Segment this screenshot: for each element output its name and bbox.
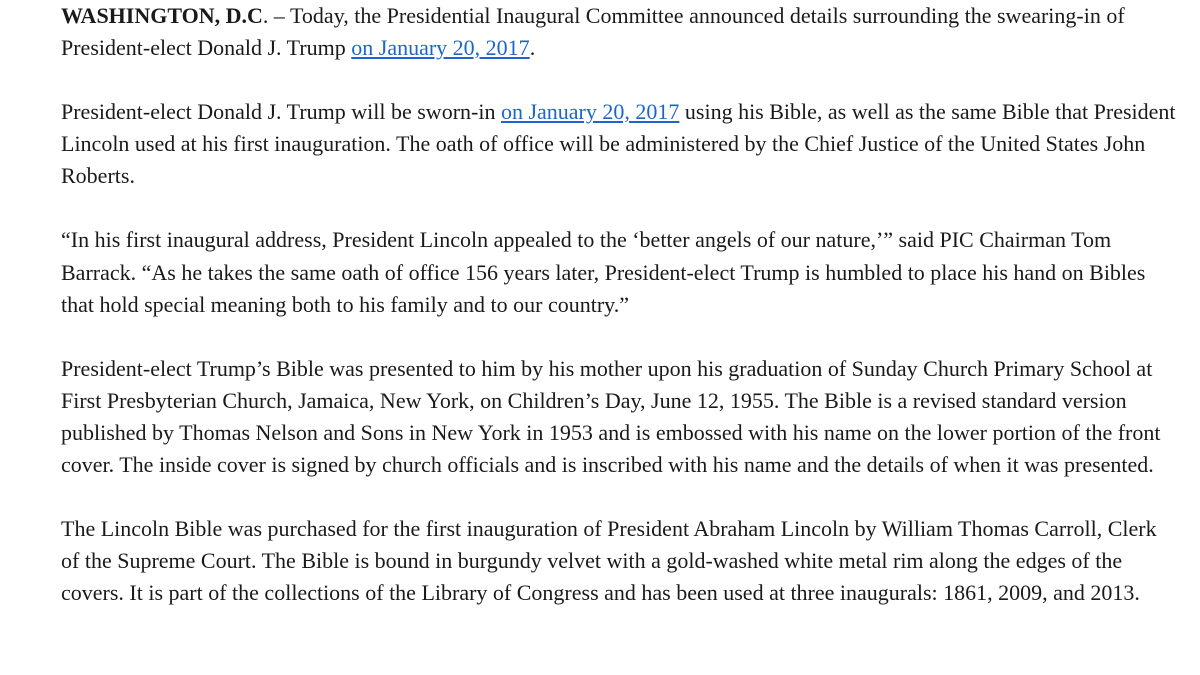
quote-text: “In his first inaugural address, President Lincoln appealed to the ‘better angels of our nature,’” said PIC Chairman Tom Barrack. “As he takes the same oath of office 156 years later, President-elect Trump is humbled to place his hand on Bibles that hold special meaning both to his family and to our country.”: [61, 227, 1146, 317]
paragraph-lincoln-bible: [61, 513, 1176, 609]
announcement-end: .: [529, 35, 536, 61]
paragraph-trump-bible: [61, 353, 1176, 481]
press-release: [61, 0, 1176, 641]
dateline: WASHINGTON, D.C: [61, 3, 263, 28]
lincoln-bible-text: The Lincoln Bible was purchased for the first inauguration of President Abraham Lincoln by William Thomas Carroll, Clerk of the Supreme Court. The Bible is bound in burgundy velvet with a gold-washed white metal rim along the edges of the covers. It is part of the collections of the Library of Congress and has been used at three inaugurals: 1861, 2009, and 2013.: [61, 516, 1157, 606]
announcement-text: . – Today, the Presidential Inaugural Committee announced details surrounding the swearing-in of President-elect Donald J. Trump: [61, 3, 1125, 61]
paragraph-announcement: [61, 0, 1176, 64]
date-link-2[interactable]: on January 20, 2017: [500, 99, 680, 125]
sworn-in-text-end: using his Bible, as well as the same Bible that President Lincoln used at his first inauguration. The oath of office will be administered by the Chief Justice of the United States John Roberts.: [61, 99, 1176, 189]
paragraph-quote: [61, 224, 1176, 320]
date-link[interactable]: on January 20, 2017: [351, 35, 530, 61]
trump-bible-text: President-elect Trump’s Bible was presented to him by his mother upon his graduation of Sunday Church Primary School at First Presbyterian Church, Jamaica, New York, on Children’s Day, June 12, 1955. The Bible is a revised standard version published by Thomas Nelson and Sons in New York in 1953 and is embossed with his name on the lower portion of the front cover. The inside cover is signed by church officials and is inscribed with his name and the details of when it was presented.: [61, 355, 1161, 478]
sworn-in-text-start: President-elect Donald J. Trump will be sworn-in: [61, 99, 501, 125]
paragraph-sworn-in: [61, 96, 1176, 192]
